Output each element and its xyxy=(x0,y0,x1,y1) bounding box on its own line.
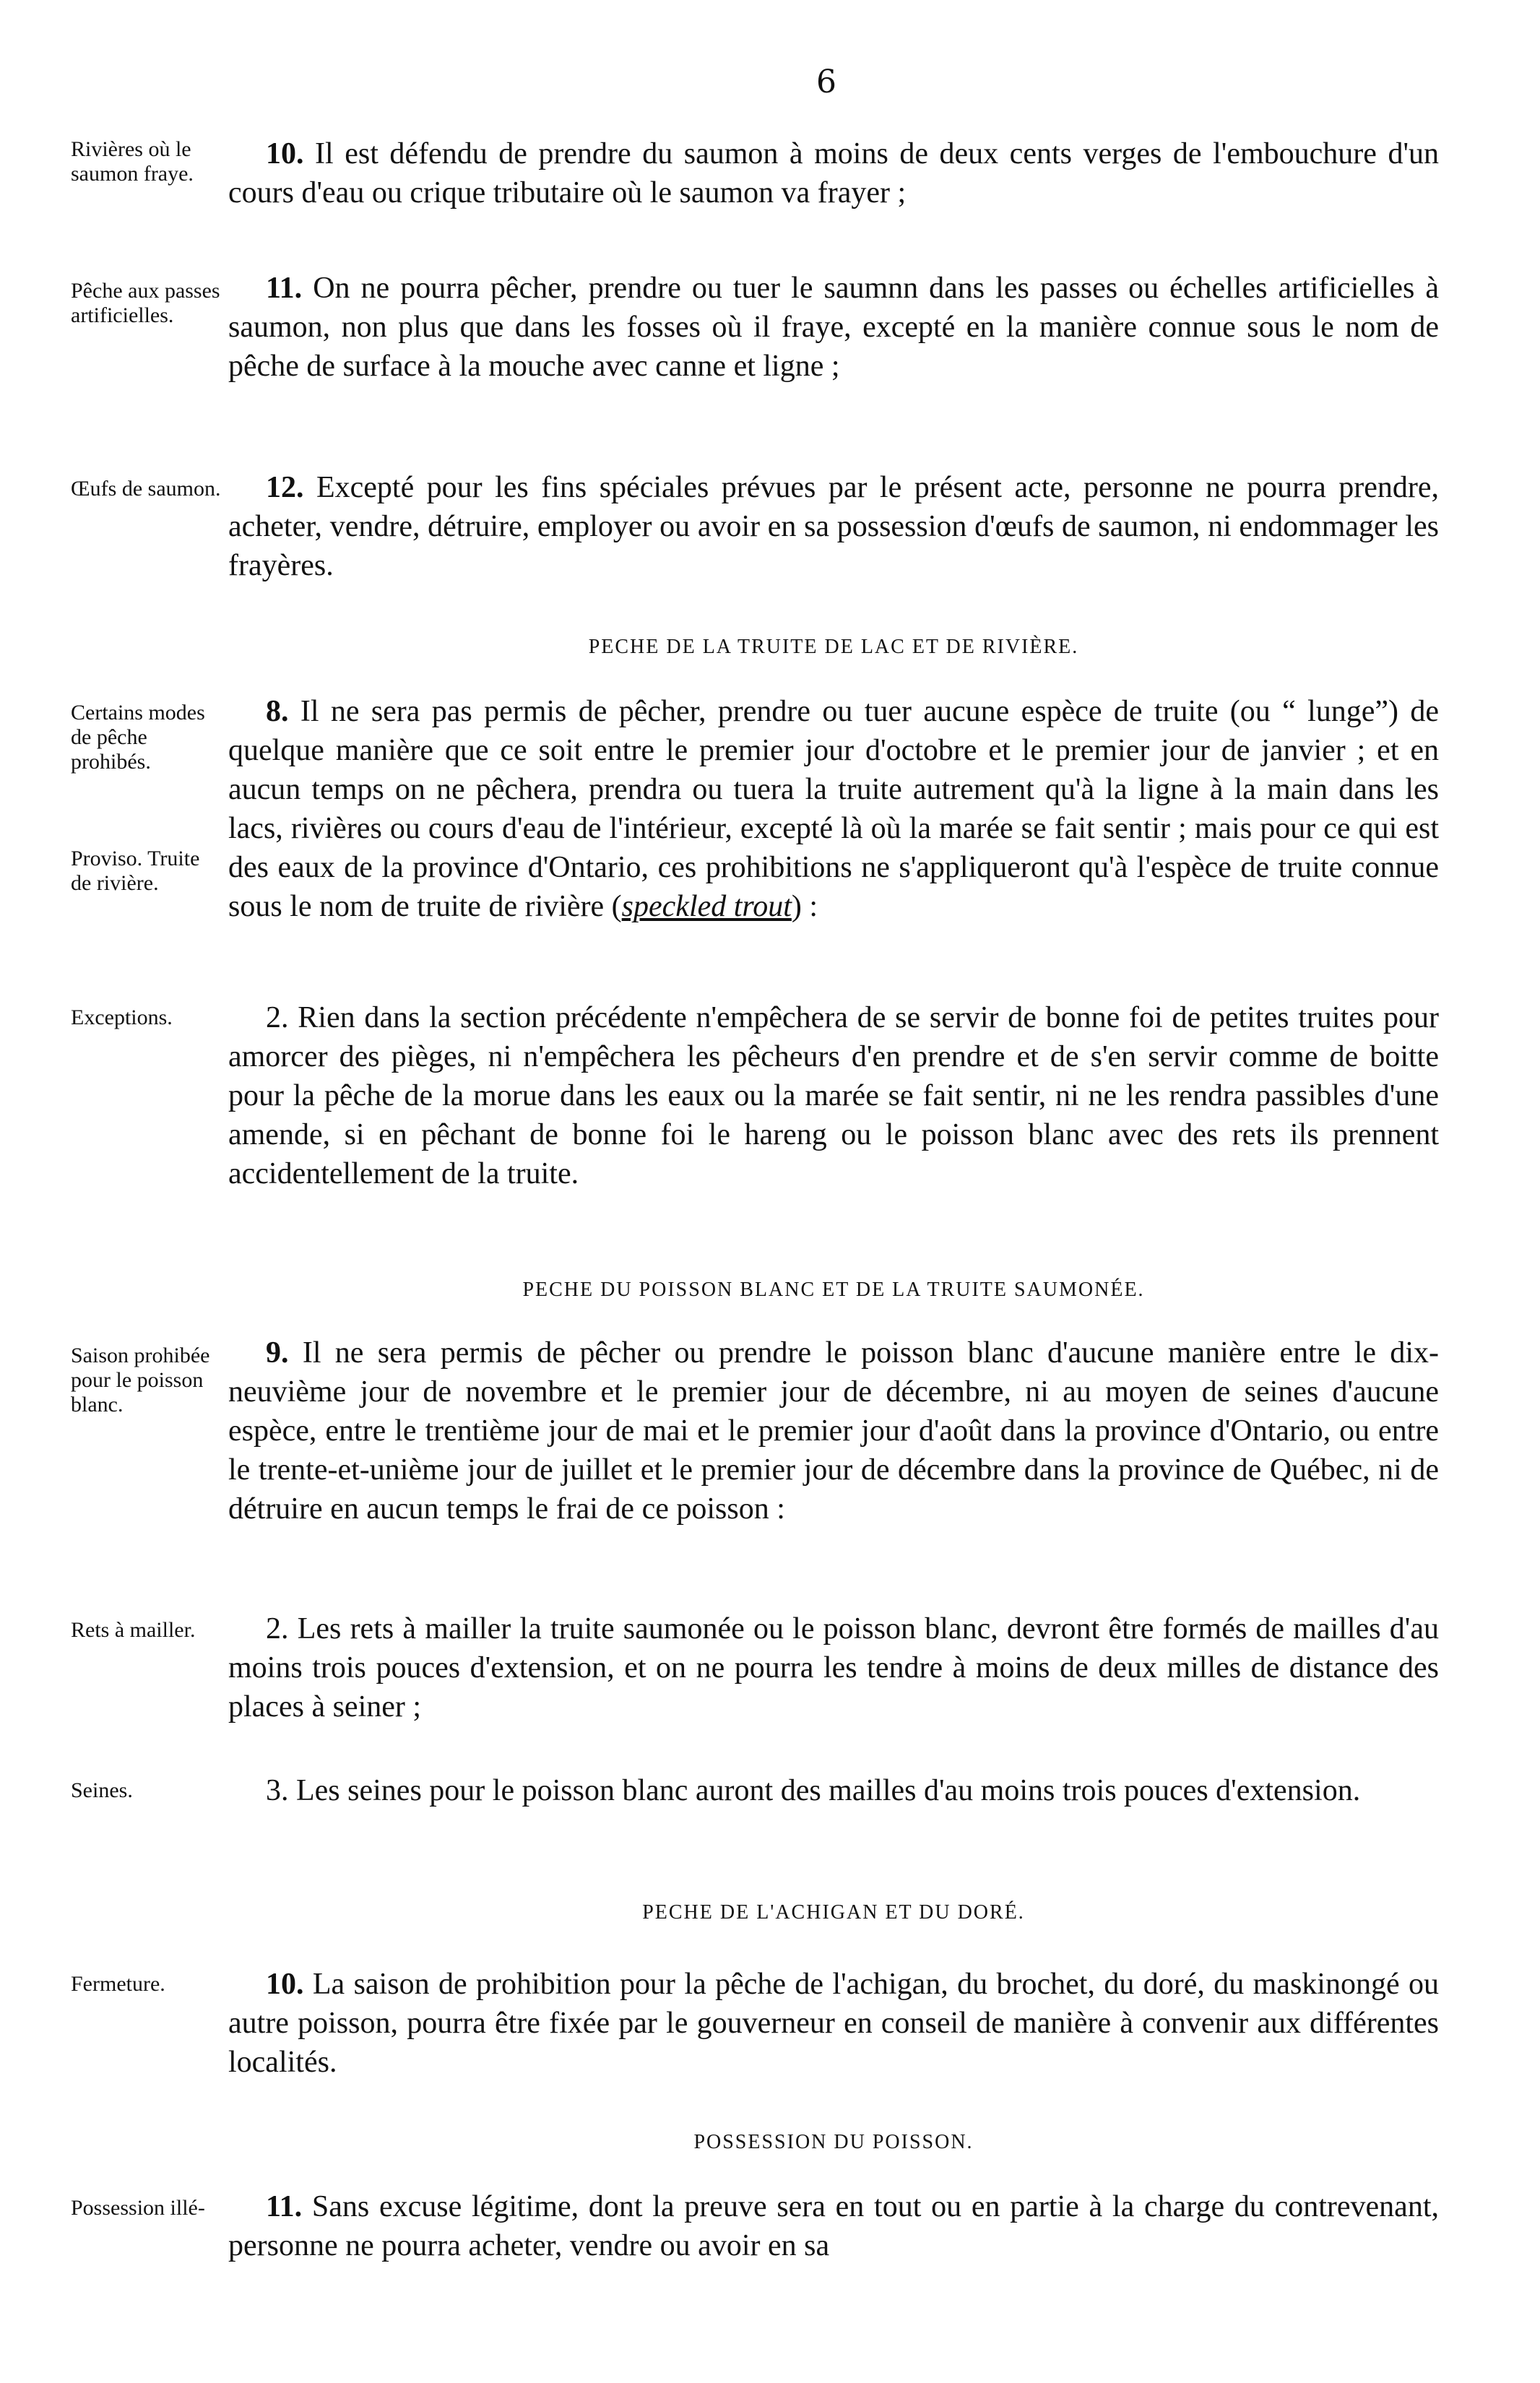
section-heading: PECHE DU POISSON BLANC ET DE LA TRUITE SAUMONÉE. xyxy=(522,1279,1145,1301)
paragraph xyxy=(228,1965,1439,2082)
paragraph-text: Il ne sera permis de pêcher ou prendre le poisson blanc d'aucune manière entre le dix-neuvième jour de novembre et le premier jour de décembre, ni au moyen de seines d'aucune espèce, entre le trentième jour de mai et le premier jour d'août dans la province d'Ontario, ou entre le trente-et-unième jour de juillet et le premier jour de décembre dans la province de Québec, ni de détruire en aucun temps le frai de ce poisson : xyxy=(228,1336,1440,1526)
section-heading: PECHE DE L'ACHIGAN ET DU DORÉ. xyxy=(642,1901,1025,1924)
margin-note: Rets à mailler. xyxy=(71,1618,196,1642)
paragraph xyxy=(228,269,1439,386)
margin-note: Saison prohibée pour le poisson blanc. xyxy=(71,1344,210,1417)
paragraph xyxy=(228,1609,1439,1726)
section-number: 3. xyxy=(266,1774,289,1807)
margin-note: Seines. xyxy=(71,1778,133,1802)
section-number: 11. xyxy=(266,2190,303,2223)
paragraph-text: Rien dans la section précédente n'empêchera de se servir de bonne foi de petites truites pour amorcer des pièges, ni n'empêchera les pêcheurs d'en prendre et de s'en servir comme de boitte pour la pêche de la morue dans les eaux ou la marée se fait sentir, ni ne les rendra passibles d'une amende, si en pêchant de bonne foi le hareng ou le poisson blanc avec des rets ils prennent accidentellement de la truite. xyxy=(228,1001,1439,1190)
margin-note: Possession illé- xyxy=(71,2196,205,2220)
page-number: 6 xyxy=(816,64,836,100)
paragraph xyxy=(228,998,1439,1193)
margin-note: Œufs de saumon. xyxy=(71,477,221,501)
paragraph-text: Les rets à mailler la truite saumonée ou le poisson blanc, devront être formés de mailles d'au moins trois pouces d'extension, et on ne pourra les tendre à moins de deux milles de distance des places à seiner ; xyxy=(228,1612,1439,1724)
paragraph xyxy=(228,1771,1439,1810)
margin-note: Certains modes de pêche prohibés. xyxy=(71,701,205,774)
paragraph-text: Il ne sera pas permis de pêcher, prendre ou tuer aucune espèce de truite (ou “ lunge”) de quelque manière que ce soit entre le premier jour d'octobre et le premier jour de janvier ; et en aucun temps on ne pêchera, prendra ou tuera la truite autrement qu'à la ligne à la main dans les lacs, rivières ou cours d'eau de l'intérieur, excepté là où la marée se fait sentir ; mais pour ce qui est des eaux de la province d'Ontario, ces prohibitions ne s'appliqueront qu'à l'espèce de truite connue sous le nom de truite de rivière ( xyxy=(228,695,1440,923)
margin-note: Rivières où le saumon fraye. xyxy=(71,137,194,186)
paragraph xyxy=(228,692,1439,926)
paragraph xyxy=(228,1333,1439,1528)
paragraph-text: La saison de prohibition pour la pêche de l'achigan, du brochet, du doré, du maskinongé ou autre poisson, pourra être fixée par le gouverneur en conseil de manière à convenir aux différentes localités. xyxy=(228,1968,1440,2079)
paragraph-text: Excepté pour les fins spéciales prévues par le présent acte, personne ne pourra prendre, acheter, vendre, détruire, employer ou avoir en sa possession d'œufs de saumon, ni endommager les frayères. xyxy=(228,471,1440,582)
section-heading: PECHE DE LA TRUITE DE LAC ET DE RIVIÈRE. xyxy=(588,636,1079,658)
margin-note: Fermeture. xyxy=(71,1972,165,1996)
margin-note: Pêche aux passes artificielles. xyxy=(71,279,220,327)
section-number: 2. xyxy=(266,1001,289,1034)
paragraph-text: Sans excuse légitime, dont la preuve sera en tout ou en partie à la charge du contrevenant, personne ne pourra acheter, vendre ou avoir en sa xyxy=(228,2190,1439,2262)
section-number: 10. xyxy=(266,1968,304,2001)
section-number: 10. xyxy=(266,137,304,170)
section-number: 9. xyxy=(266,1336,289,1370)
paragraph-text: Les seines pour le poisson blanc auront des mailles d'au moins trois pouces d'extension. xyxy=(296,1774,1361,1807)
paragraph-text: ) : xyxy=(791,890,818,923)
paragraph xyxy=(228,2187,1439,2265)
paragraph-text: Il est défendu de prendre du saumon à moins de deux cents verges de l'embouchure d'un cours d'eau ou crique tributaire où le saumon va frayer ; xyxy=(228,137,1440,209)
paragraph xyxy=(228,134,1439,212)
margin-note: Exceptions. xyxy=(71,1005,173,1029)
margin-note: Proviso. Truite de rivière. xyxy=(71,847,200,895)
section-number: 2. xyxy=(266,1612,289,1645)
section-number: 11. xyxy=(266,272,303,305)
section-heading: POSSESSION DU POISSON. xyxy=(693,2131,974,2153)
italic-term: speckled trout xyxy=(621,890,792,923)
section-number: 12. xyxy=(266,471,304,504)
paragraph xyxy=(228,468,1439,585)
paragraph-text: On ne pourra pêcher, prendre ou tuer le saumnn dans les passes ou échelles artificielles à saumon, non plus que dans les fosses où il fraye, excepté en la manière connue sous le nom de pêche de surface à la mouche avec canne et ligne ; xyxy=(228,272,1439,383)
section-number: 8. xyxy=(266,695,289,728)
